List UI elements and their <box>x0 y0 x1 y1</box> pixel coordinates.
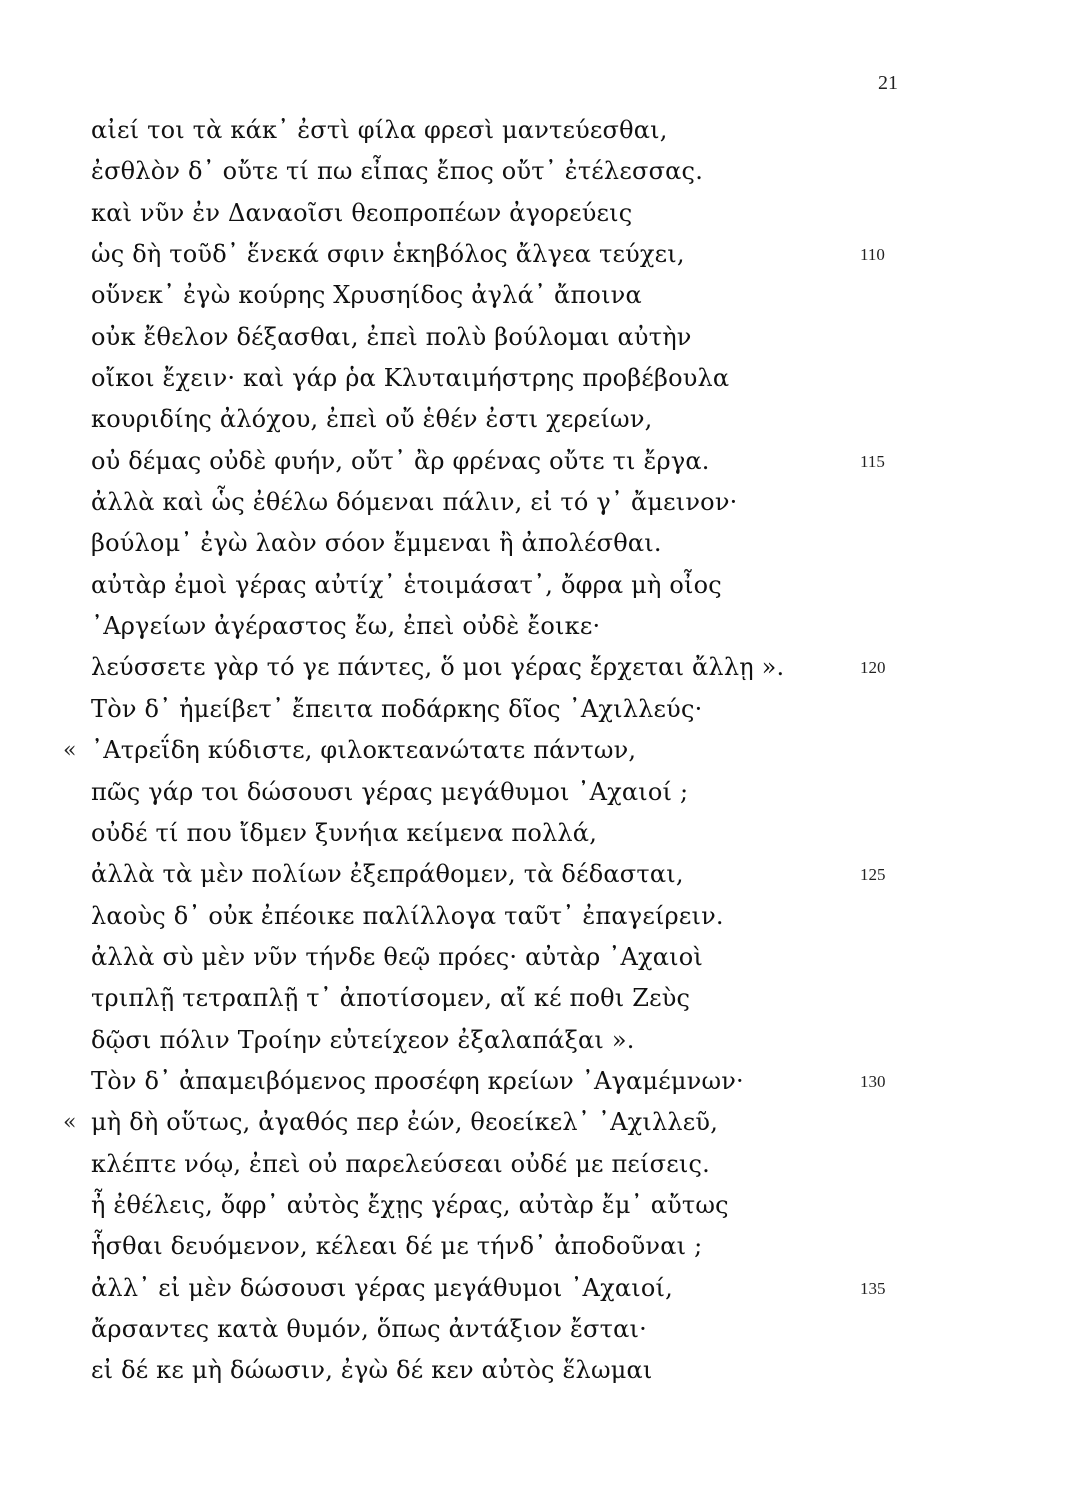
verse-line <box>0 1061 1074 1102</box>
verse-text: δῷσι πόλιν Τροίην εὐτείχεον ἐξαλαπάξαι ». <box>91 1025 635 1054</box>
verse-text: αὐτὰρ ἐμοὶ γέρας αὐτίχ᾽ ἑτοιμάσατ᾽, ὄφρα μὴ οἶος <box>91 570 722 599</box>
opening-quote-mark: « <box>63 738 77 764</box>
verse-text: οὐ δέμας οὐδὲ φυήν, οὔτ᾽ ἂρ φρένας οὔτε τι ἔργα. <box>91 446 710 475</box>
verse-text: ὡς δὴ τοῦδ᾽ ἕνεκά σφιν ἑκηβόλος ἄλγεα τεύχει, <box>91 240 685 269</box>
verse-line <box>0 399 1074 440</box>
verse-text: λαοὺς δ᾽ οὐκ ἐπέοικε παλίλλογα ταῦτ᾽ ἐπαγείρειν. <box>91 901 724 930</box>
verse-text: ἦ ἐθέλεις, ὄφρ᾽ αὐτὸς ἔχῃς γέρας, αὐτὰρ ἔμ᾽ αὔτως <box>91 1190 729 1219</box>
verse-line <box>0 482 1074 523</box>
verse-text: ἧσθαι δευόμενον, κέλεαι δέ με τήνδ᾽ ἀποδοῦναι ; <box>91 1232 703 1261</box>
verse-text: κλέπτε νόῳ, ἐπεὶ οὐ παρελεύσεαι οὐδέ με πείσεις. <box>91 1149 710 1178</box>
verse-text: ἀλλὰ σὺ μὲν νῦν τήνδε θεῷ πρόες· αὐτὰρ ᾽Αχαιοὶ <box>91 942 704 971</box>
verse-text: τριπλῇ τετραπλῇ τ᾽ ἀποτίσομεν, αἴ κέ ποθι Ζεὺς <box>91 984 691 1013</box>
verse-line <box>0 193 1074 234</box>
verse-line <box>0 317 1074 358</box>
verse-line <box>0 813 1074 854</box>
verse-line <box>0 1102 1074 1143</box>
verse-text: ἄρσαντες κατὰ θυμόν, ὅπως ἀντάξιον ἔσται· <box>91 1314 647 1343</box>
verse-line <box>0 151 1074 192</box>
verse-line <box>0 978 1074 1019</box>
verse-text: ἀλλ᾽ εἰ μὲν δώσουσι γέρας μεγάθυμοι ᾽Αχαιοί, <box>91 1273 673 1302</box>
verse-text: λεύσσετε γὰρ τό γε πάντες, ὅ μοι γέρας ἔρχεται ἄλλῃ ». <box>91 653 785 682</box>
verse-line <box>0 730 1074 771</box>
verse-line <box>0 1350 1074 1391</box>
verse-line <box>0 896 1074 937</box>
verse-text: ᾽Ατρεΐδη κύδιστε, φιλοκτεανώτατε πάντων, <box>91 736 637 765</box>
verse-text: ἐσθλὸν δ᾽ οὔτε τί πω εἶπας ἔπος οὔτ᾽ ἐτέλεσσας. <box>91 157 704 186</box>
line-number: 135 <box>860 1278 886 1298</box>
line-number: 130 <box>860 1071 886 1091</box>
verse-text: ἀλλὰ τὰ μὲν πολίων ἐξεπράθομεν, τὰ δέδασται, <box>91 860 684 889</box>
verse-text: πῶς γάρ τοι δώσουσι γέρας μεγάθυμοι ᾽Αχαιοί ; <box>91 777 689 806</box>
line-number: 120 <box>860 658 886 678</box>
verse-text: Τὸν δ᾽ ἀπαμειβόμενος προσέφη κρείων ᾽Αγαμέμνων· <box>91 1066 744 1095</box>
verse-text: βούλομ᾽ ἐγὼ λαὸν σόον ἔμμεναι ἢ ἀπολέσθαι. <box>91 529 662 558</box>
verse-line <box>0 937 1074 978</box>
line-number: 125 <box>860 865 886 885</box>
verse-line <box>0 1226 1074 1267</box>
verse-text: οὐκ ἔθελον δέξασθαι, ἐπεὶ πολὺ βούλομαι αὐτὴν <box>91 322 692 351</box>
verse-line <box>0 234 1074 275</box>
verse-line <box>0 1309 1074 1350</box>
verse-line <box>0 565 1074 606</box>
verse-text: καὶ νῦν ἐν Δαναοῖσι θεοπροπέων ἀγορεύεις <box>91 198 633 227</box>
verse-block <box>0 110 1074 1392</box>
verse-text: οὕνεκ᾽ ἐγὼ κούρης Χρυσηίδος ἀγλά᾽ ἄποινα <box>91 281 642 310</box>
verse-line <box>0 523 1074 564</box>
verse-text: οὐδέ τί που ἴδμεν ξυνήια κείμενα πολλά, <box>91 818 598 847</box>
opening-quote-mark: « <box>63 1110 77 1136</box>
verse-line <box>0 854 1074 895</box>
verse-line <box>0 275 1074 316</box>
page-number: 21 <box>878 72 898 94</box>
verse-text: ᾽Αργείων ἀγέραστος ἔω, ἐπεὶ οὐδὲ ἔοικε· <box>91 612 601 641</box>
verse-line <box>0 441 1074 482</box>
verse-line <box>0 358 1074 399</box>
verse-line <box>0 1268 1074 1309</box>
verse-line <box>0 606 1074 647</box>
verse-text: εἰ δέ κε μὴ δώωσιν, ἐγὼ δέ κεν αὐτὸς ἕλωμαι <box>91 1356 653 1385</box>
verse-line <box>0 647 1074 688</box>
line-number: 115 <box>860 451 885 471</box>
verse-text: οἴκοι ἔχειν· καὶ γάρ ῥα Κλυταιμήστρης προβέβουλα <box>91 364 730 393</box>
verse-line <box>0 772 1074 813</box>
verse-text: ἀλλὰ καὶ ὧς ἐθέλω δόμεναι πάλιν, εἰ τό γ᾽ ἄμεινον· <box>91 488 738 517</box>
line-number: 110 <box>860 245 885 265</box>
verse-text: αἰεί τοι τὰ κάκ᾽ ἐστὶ φίλα φρεσὶ μαντεύεσθαι, <box>91 116 668 144</box>
verse-text: Τὸν δ᾽ ἠμείβετ᾽ ἔπειτα ποδάρκης δῖος ᾽Αχιλλεύς· <box>91 694 703 723</box>
verse-line <box>0 689 1074 730</box>
verse-line <box>0 1185 1074 1226</box>
verse-text: μὴ δὴ οὕτως, ἀγαθός περ ἐών, θεοείκελ᾽ ᾽Αχιλλεῦ, <box>91 1108 719 1137</box>
verse-line <box>0 110 1074 151</box>
verse-line <box>0 1144 1074 1185</box>
verse-line <box>0 1020 1074 1061</box>
verse-text: κουριδίης ἀλόχου, ἐπεὶ οὔ ἑθέν ἐστι χερείων, <box>91 405 653 434</box>
